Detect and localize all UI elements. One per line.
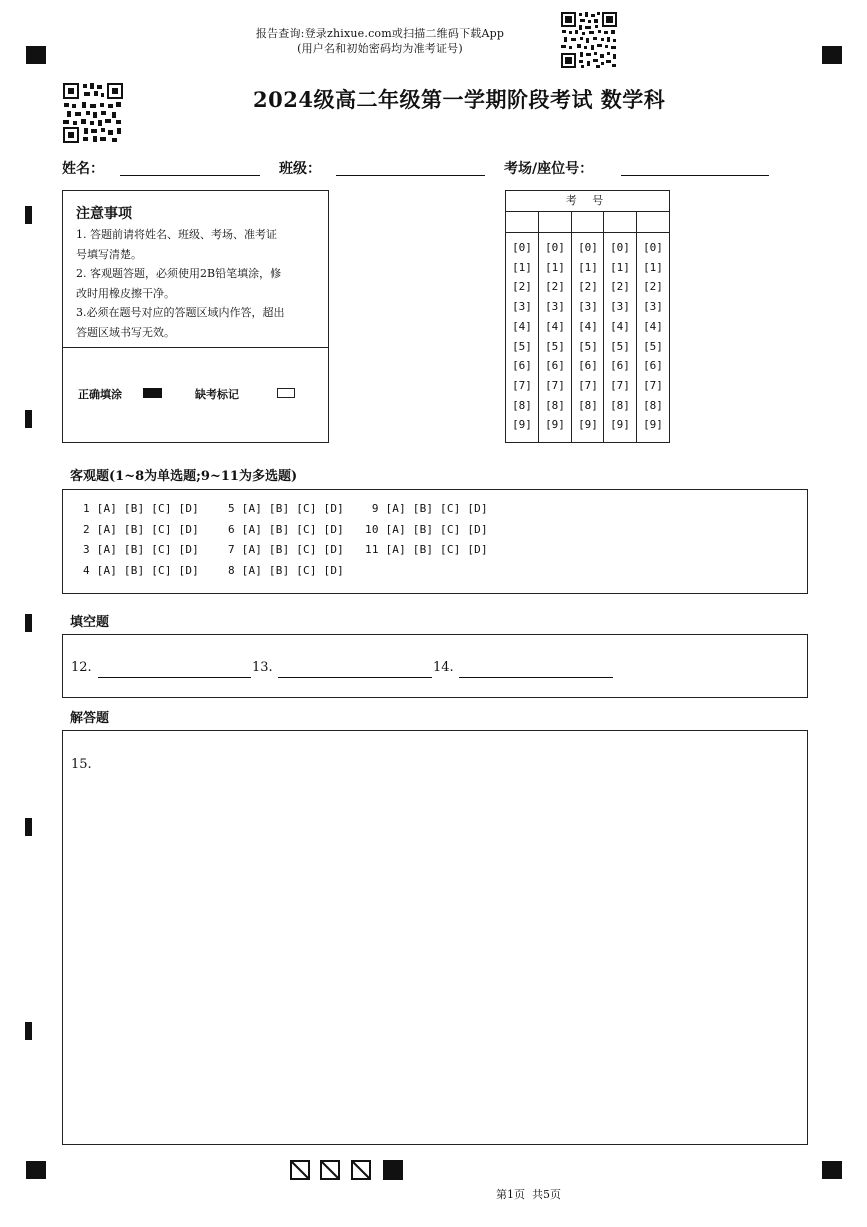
exam-id-digit-bubble[interactable]: [0]	[545, 241, 565, 254]
notice-title: 注意事项	[76, 206, 132, 222]
exam-id-digit-bubble[interactable]: [2]	[610, 280, 630, 294]
question-14-label: 14.	[433, 660, 454, 675]
exam-id-digit-bubble[interactable]: [5]	[545, 339, 565, 353]
exam-id-header: 考 号	[565, 194, 610, 207]
objective-box	[62, 489, 808, 594]
corner-mark-top-right	[822, 46, 842, 64]
answer-box[interactable]	[62, 730, 808, 1145]
corner-mark-top-left	[26, 46, 46, 64]
notice-line: 2. 客观题答题，必须使用2B铅笔填涂，修	[76, 267, 282, 280]
login-hint-line: (用户名和初始密码均为准考证号)	[297, 42, 463, 55]
correct-fill-label: 正确填涂	[78, 388, 122, 401]
exam-id-digit-bubble[interactable]: [6]	[545, 359, 565, 373]
objective-question-row[interactable]: 8 [A] [B] [C] [D]	[228, 563, 344, 577]
absent-mark-checkbox[interactable]	[277, 388, 295, 398]
exam-id-digit-bubble[interactable]: [4]	[610, 319, 630, 333]
exam-id-digit-bubble[interactable]: [8]	[643, 398, 663, 412]
page-title: 2024级高二年级第一学期阶段考试 数学科	[253, 87, 666, 112]
exam-id-digit-bubble[interactable]: [9]	[578, 418, 598, 432]
exam-id-digit-bubble[interactable]: [6]	[512, 359, 532, 373]
exam-id-digit-bubble[interactable]: [3]	[545, 300, 565, 314]
exam-id-digit-bubble[interactable]: [1]	[545, 260, 565, 274]
question-12-label: 12.	[71, 660, 92, 675]
corner-mark-bottom-left	[26, 1161, 46, 1179]
corner-mark-bottom-right	[822, 1161, 842, 1179]
page-marker-slashed	[290, 1160, 310, 1180]
page-marker-filled	[383, 1160, 403, 1180]
student-qr-code	[62, 82, 124, 144]
exam-id-digit-bubble[interactable]: [7]	[610, 378, 630, 392]
class-field[interactable]	[336, 175, 485, 176]
exam-id-digit-bubble[interactable]: [8]	[610, 398, 630, 412]
objective-question-row[interactable]: 5 [A] [B] [C] [D]	[228, 502, 344, 515]
objective-question-row[interactable]: 11 [A] [B] [C] [D]	[365, 543, 488, 556]
question-14-answer-line[interactable]	[459, 677, 613, 678]
exam-id-digit-bubble[interactable]: [8]	[512, 398, 532, 412]
notice-line: 1. 答题前请将姓名、班级、考场、准考证	[76, 228, 277, 241]
timing-mark	[25, 206, 32, 224]
exam-id-digit-bubble[interactable]: [8]	[545, 398, 565, 412]
question-15-label: 15.	[71, 757, 92, 772]
exam-id-digit-bubble[interactable]: [2]	[643, 280, 663, 294]
objective-question-row[interactable]: 2 [A] [B] [C] [D]	[83, 522, 199, 536]
exam-id-digit-bubble[interactable]: [7]	[578, 378, 598, 392]
exam-id-digit-bubble[interactable]: [9]	[643, 418, 663, 432]
room-seat-field[interactable]	[621, 175, 769, 176]
answer-section-title: 解答题	[70, 711, 110, 726]
objective-column-3	[365, 502, 488, 584]
objective-question-row[interactable]	[365, 564, 488, 585]
objective-section-title: 客观题(1~8为单选题;9~11为多选题)	[70, 469, 298, 484]
exam-id-digit-bubble[interactable]: [5]	[578, 339, 598, 353]
question-13-label: 13.	[252, 660, 273, 675]
exam-id-digit-bubble[interactable]: [5]	[610, 339, 630, 353]
objective-question-row[interactable]: 1 [A] [B] [C] [D]	[83, 502, 199, 515]
exam-id-digit-bubble[interactable]: [3]	[610, 300, 630, 314]
notice-line: 号填写清楚。	[76, 247, 142, 261]
page-number: 第1页 共5页	[496, 1188, 561, 1201]
slashed-square-icon	[320, 1160, 340, 1180]
absent-mark-label: 缺考标记	[195, 388, 239, 401]
exam-id-digit-bubble[interactable]: [2]	[512, 280, 532, 294]
objective-question-row[interactable]: 3 [A] [B] [C] [D]	[83, 543, 199, 556]
exam-id-digit-bubble[interactable]: [1]	[643, 260, 663, 274]
exam-id-digit-bubble[interactable]: [1]	[578, 260, 598, 274]
correct-fill-sample	[143, 388, 162, 398]
exam-id-digit-bubble[interactable]: [9]	[545, 418, 565, 432]
exam-id-digit-bubble[interactable]: [1]	[610, 260, 630, 274]
exam-id-digit-bubble[interactable]: [6]	[578, 359, 598, 373]
fill-blank-box	[62, 634, 808, 698]
class-label: 班级：	[279, 161, 321, 177]
exam-id-digit-bubble[interactable]: [5]	[643, 339, 663, 353]
objective-question-row[interactable]: 9 [A] [B] [C] [D]	[365, 502, 488, 515]
exam-id-digit-bubble[interactable]: [5]	[512, 339, 532, 353]
timing-mark	[25, 1022, 32, 1040]
exam-id-digit-bubble[interactable]: [8]	[578, 398, 598, 412]
exam-id-digit-bubble[interactable]: [7]	[643, 378, 663, 392]
name-label: 姓名：	[62, 161, 104, 177]
exam-id-digit-bubble[interactable]: [0]	[512, 241, 532, 254]
objective-column-1	[83, 502, 199, 584]
exam-id-header-line	[506, 211, 669, 212]
exam-id-digit-bubble[interactable]: [3]	[643, 300, 663, 314]
timing-mark	[25, 410, 32, 428]
room-seat-label: 考场/座位号：	[504, 161, 594, 177]
notice-items	[76, 225, 321, 342]
notice-box	[62, 190, 329, 443]
exam-id-digit-bubble[interactable]: [4]	[643, 319, 663, 333]
report-query-line: 报告查询:登录zhixue.com或扫描二维码下载App	[255, 27, 505, 40]
exam-id-digit-bubble[interactable]: [7]	[512, 378, 532, 392]
question-12-answer-line[interactable]	[98, 677, 251, 678]
exam-id-digit-bubble[interactable]: [2]	[578, 280, 598, 294]
exam-id-grid	[505, 190, 670, 443]
exam-id-digit-bubble[interactable]: [4]	[578, 319, 598, 333]
page-marker-slashed	[320, 1160, 340, 1180]
question-13-answer-line[interactable]	[278, 677, 432, 678]
notice-divider	[63, 347, 328, 348]
exam-id-digit-bubble[interactable]: [9]	[512, 418, 532, 432]
notice-line: 3.必须在题号对应的答题区域内作答，超出	[76, 306, 285, 319]
exam-id-digit-bubble[interactable]: [6]	[643, 359, 663, 373]
objective-question-row[interactable]: 6 [A] [B] [C] [D]	[228, 522, 344, 536]
exam-id-digit-bubble[interactable]: [3]	[578, 300, 598, 314]
notice-line: 改时用橡皮擦干净。	[76, 286, 175, 300]
page-marker-slashed	[351, 1160, 371, 1180]
name-field[interactable]	[120, 175, 260, 176]
timing-mark	[25, 818, 32, 836]
slashed-square-icon	[290, 1160, 310, 1180]
exam-id-digit-bubble[interactable]: [0]	[610, 241, 630, 254]
exam-id-digit-bubble[interactable]: [2]	[545, 280, 565, 294]
exam-id-digit-bubble[interactable]: [7]	[545, 378, 565, 392]
exam-id-digit-bubble[interactable]: [0]	[578, 241, 598, 254]
exam-id-digit-bubble[interactable]: [4]	[512, 319, 532, 333]
timing-mark	[25, 614, 32, 632]
exam-id-digit-bubble[interactable]: [1]	[512, 260, 532, 274]
exam-id-digit-bubble[interactable]: [4]	[545, 319, 565, 333]
qr-code-icon	[560, 11, 618, 69]
fill-blank-section-title: 填空题	[70, 615, 110, 630]
objective-question-row[interactable]: 10 [A] [B] [C] [D]	[365, 522, 488, 536]
objective-column-2	[228, 502, 344, 584]
notice-line: 答题区域书写无效。	[76, 325, 175, 339]
exam-id-digit-bubble[interactable]: [0]	[643, 241, 663, 254]
exam-id-digit-bubble[interactable]: [9]	[610, 418, 630, 432]
qr-code-icon	[62, 82, 124, 144]
report-query-info	[230, 26, 530, 56]
objective-question-row[interactable]: 4 [A] [B] [C] [D]	[83, 563, 199, 577]
exam-id-digit-bubble[interactable]: [3]	[512, 300, 532, 314]
exam-id-digit-bubble[interactable]: [6]	[610, 359, 630, 373]
slashed-square-icon	[351, 1160, 371, 1180]
app-qr-code	[560, 11, 618, 69]
exam-id-entry-line	[506, 232, 669, 233]
objective-question-row[interactable]: 7 [A] [B] [C] [D]	[228, 543, 344, 556]
